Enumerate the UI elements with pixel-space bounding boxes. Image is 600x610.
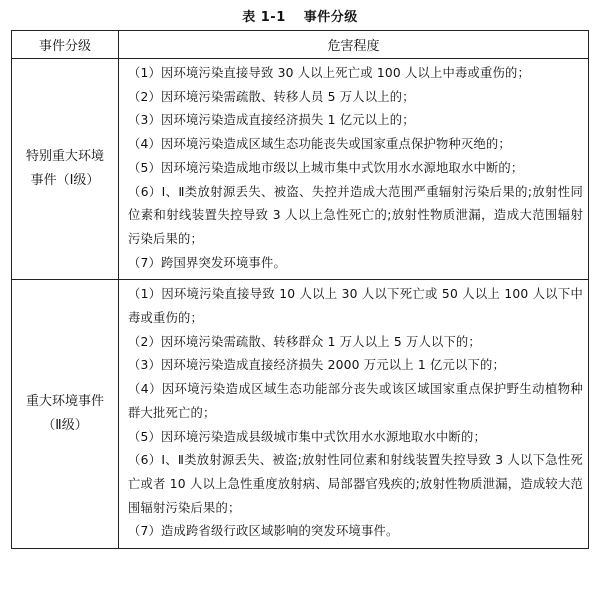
table-caption: [0, 6, 600, 25]
hazard-cell-1: [119, 59, 589, 280]
table-row-level-1: [12, 59, 589, 280]
level-label-line: 事件（Ⅰ级）: [30, 173, 100, 189]
hazard-item: （4）因环境污染造成区域生态功能部分丧失或该区域国家重点保护野生动植物种群大批死亡的；: [128, 382, 583, 420]
level-label-line: 特别重大环境: [25, 149, 104, 165]
hazard-item: （5）因环境污染造成地市级以上城市集中式饮用水水源地取水中断的；: [128, 160, 524, 175]
header-event-level: 事件分级: [12, 31, 119, 59]
hazard-item: （3）因环境污染造成直接经济损失 2000 万元以上 1 亿元以下的；: [128, 358, 506, 373]
level-label-line: 重大环境事件: [25, 394, 104, 410]
hazard-item: （2）因环境污染需疏散、转移群众 1 万人以上 5 万人以下的；: [128, 334, 481, 349]
level-cell-2: [12, 280, 119, 549]
level-label-line: （Ⅱ级）: [42, 418, 88, 434]
hazard-item: （4）因环境污染造成区域生态功能丧失或国家重点保护物种灭绝的；: [128, 137, 511, 152]
caption-number: 表 1-1: [242, 10, 286, 25]
hazard-item: （7）跨国界突发环境事件。: [128, 255, 286, 270]
hazard-cell-2: [119, 280, 589, 549]
hazard-item: （1）因环境污染直接导致 30 人以上死亡或 100 人以上中毒或重伤的；: [128, 66, 530, 80]
caption-title: 事件分级: [303, 10, 358, 25]
event-classification-table: [11, 30, 589, 549]
hazard-item: （1）因环境污染直接导致 10 人以上 30 人以下死亡或 50 人以上 100 人以下中毒或重伤的；: [128, 287, 583, 326]
hazard-item: （6）Ⅰ、Ⅱ类放射源丢失、被盗、失控并造成大范围严重辐射污染后果的;放射性同位素和射线装置失控导致 3 人以上急性死亡的;放射性物质泄漏，造成大范围辐射污染后果的；: [128, 184, 583, 246]
hazard-item: （2）因环境污染需疏散、转移人员 5 万人以上的；: [128, 89, 415, 104]
table-row-level-2: [12, 280, 589, 549]
hazard-item: （7）造成跨省级行政区域影响的突发环境事件。: [128, 524, 399, 539]
header-hazard-degree: 危害程度: [119, 31, 589, 59]
hazard-item: （3）因环境污染造成直接经济损失 1 亿元以上的；: [128, 113, 415, 128]
hazard-item: （6）Ⅰ、Ⅱ类放射源丢失、被盗;放射性同位素和射线装置失控导致 3 人以下急性死亡或者 10 人以上急性重度放射病、局部器官残疾的;放射性物质泄漏，造成较大范围辐射污染后果的；: [128, 453, 583, 515]
header-row: [12, 31, 589, 59]
hazard-item: （5）因环境污染造成县级城市集中式饮用水水源地取水中断的；: [128, 429, 486, 444]
level-cell-1: [12, 59, 119, 280]
